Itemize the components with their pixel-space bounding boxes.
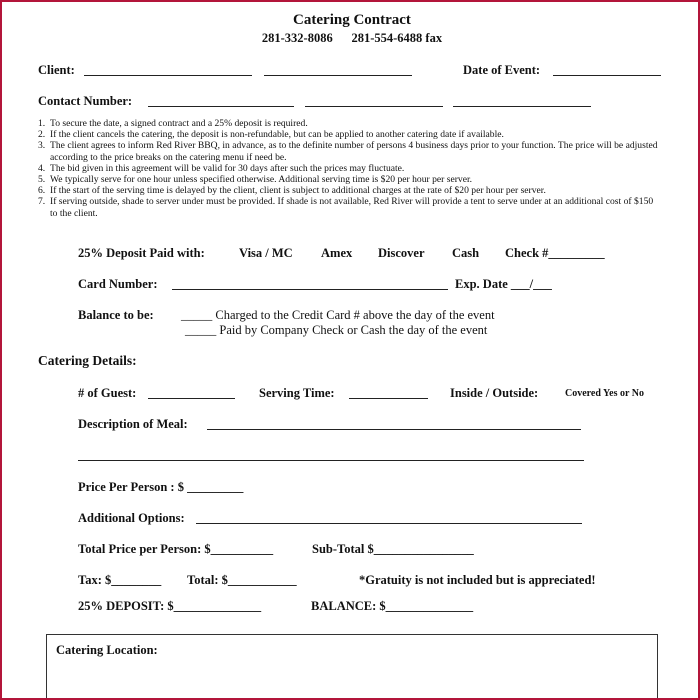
page-title: Catering Contract [293,12,411,28]
client-name-field-2[interactable] [264,75,412,76]
description-field-1[interactable] [207,429,581,430]
date-of-event-field[interactable] [553,75,661,76]
serving-time-label: Serving Time: [259,386,335,400]
gratuity-note: *Gratuity is not included but is appreciated! [359,573,596,587]
date-of-event-label: Date of Event: [463,63,541,77]
balance-credit-card-option[interactable]: _____ Charged to the Credit Card # above the day of the event [181,308,495,322]
discover-option[interactable]: Discover [378,246,425,260]
term-item: 4. The bid given in this agreement will be valid for 30 days after such the prices may fluctuate. [38,162,405,174]
visa-mc-option[interactable]: Visa / MC [239,246,293,260]
additional-options-field[interactable] [196,523,582,524]
covered-yes-no[interactable]: Covered Yes or No [565,388,644,399]
term-item: 7. If serving outside, shade to server under must be provided. If shade is not available, Red River will provide a tent to serve under at an additional cost of $150 to the client. [38,196,654,219]
term-item: 5. We typically serve for one hour unless specified otherwise. Additional serving time is $20 per hour per server. [38,174,473,186]
description-field-2[interactable] [78,460,584,461]
cash-option[interactable]: Cash [452,246,480,260]
tax-field[interactable]: Tax: $________ [78,573,162,587]
contact-number-field-1[interactable] [148,106,294,107]
serving-time-field[interactable] [349,398,428,399]
deposit-amount-field[interactable]: 25% DEPOSIT: $______________ [78,599,262,613]
contact-number-field-3[interactable] [453,106,591,107]
catering-location-box[interactable] [46,634,658,700]
term-item: 6. If the start of the serving time is delayed by the client, client is subject to additional charges at the rate of $20 per hour per server. [38,185,546,197]
client-name-field[interactable] [84,75,252,76]
term-item: 3. The client agrees to inform Red River BBQ, in advance, as to the definite number of persons 4 business days prior to your function. The price will be adjusted according to the price breaks on the catering menu if need be. [38,140,658,163]
total-price-per-person-field[interactable]: Total Price per Person: $__________ [78,542,274,556]
term-item: 2. If the client cancels the catering, the deposit is non-refundable, but can be applied to another catering date if available. [38,129,504,141]
guests-field[interactable] [148,398,235,399]
catering-details-heading: Catering Details: [38,353,137,368]
price-per-person-field[interactable]: Price Per Person : $ _________ [78,480,244,494]
terms-list [38,118,663,219]
catering-location-label: Catering Location: [56,643,158,657]
exp-date-field[interactable]: Exp. Date ___/___ [455,277,552,291]
card-number-field[interactable] [172,289,448,290]
check-number-field[interactable]: Check #_________ [505,246,605,260]
balance-check-cash-option[interactable]: _____ Paid by Company Check or Cash the day of the event [185,323,488,337]
term-item: 1. To secure the date, a signed contract and a 25% deposit is required. [38,118,308,129]
guests-label: # of Guest: [78,386,137,400]
phone-numbers: 281-332-8086 281-554-6488 fax [261,31,443,45]
client-label: Client: [38,63,75,77]
card-number-label: Card Number: [78,277,158,291]
deposit-paid-label: 25% Deposit Paid with: [78,246,205,260]
subtotal-field[interactable]: Sub-Total $________________ [312,542,474,556]
balance-to-be-label: Balance to be: [78,308,154,322]
inside-outside-label: Inside / Outside: [450,386,539,400]
contact-number-label: Contact Number: [38,94,133,108]
description-label: Description of Meal: [78,417,188,431]
contact-number-field-2[interactable] [305,106,443,107]
total-field[interactable]: Total: $___________ [187,573,297,587]
additional-options-label: Additional Options: [78,511,185,525]
amex-option[interactable]: Amex [321,246,353,260]
balance-amount-field[interactable]: BALANCE: $______________ [311,599,474,613]
